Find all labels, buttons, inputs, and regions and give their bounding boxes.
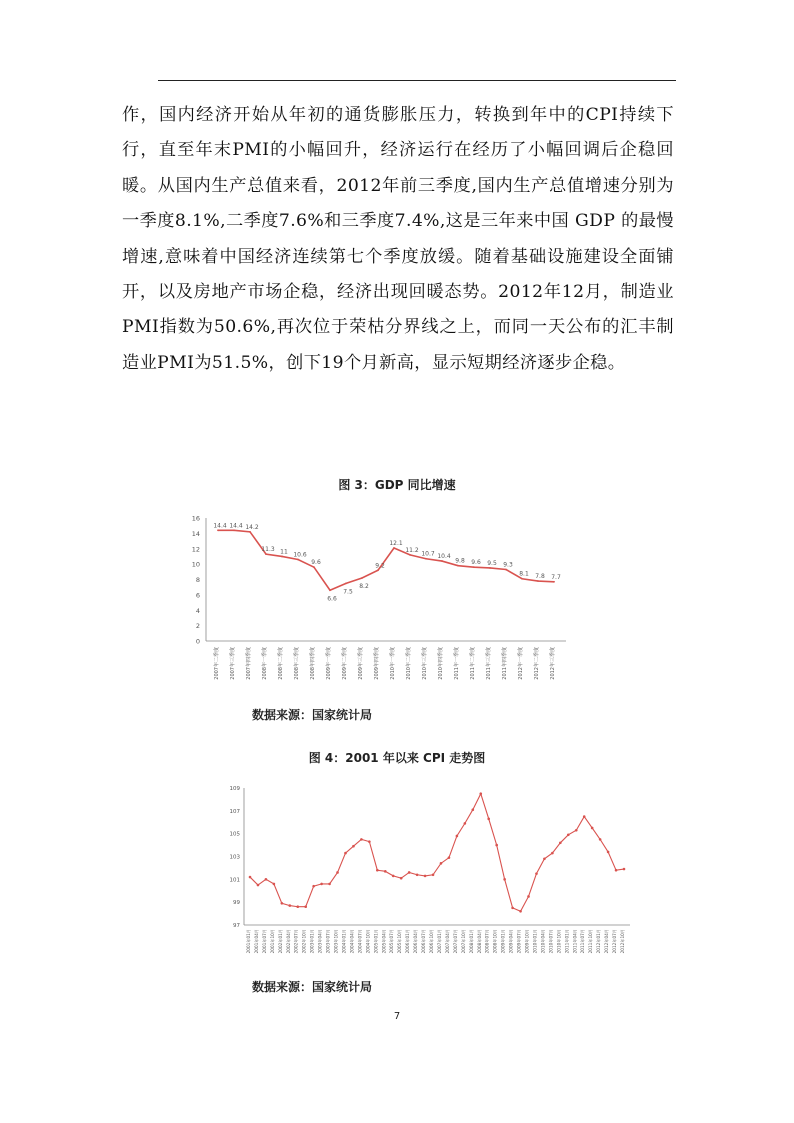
gdp-x-tick-label: 2007年四季度: [246, 647, 252, 680]
cpi-data-point: [432, 873, 435, 876]
gdp-data-point: [361, 577, 363, 579]
gdp-x-tick-label: 2010年二季度: [406, 647, 412, 680]
gdp-data-label: 9.3: [503, 561, 513, 569]
gdp-data-point: [473, 566, 475, 568]
cpi-data-point: [336, 871, 339, 874]
cpi-data-point: [519, 910, 522, 913]
cpi-x-tick-label: 2002年01月: [277, 929, 283, 954]
cpi-data-point: [416, 873, 419, 876]
cpi-data-point: [296, 905, 299, 908]
cpi-data-point: [249, 876, 252, 879]
cpi-data-point: [408, 871, 411, 874]
cpi-x-tick-label: 2007年10月: [460, 929, 466, 954]
gdp-x-tick-label: 2012年二季度: [534, 647, 540, 680]
gdp-y-tick-label: 6: [195, 591, 200, 600]
cpi-x-tick-label: 2009年07月: [516, 929, 522, 954]
gdp-x-tick-label: 2009年一季度: [326, 647, 332, 680]
gdp-data-label: 7.8: [535, 573, 545, 581]
figure-4-caption: 图 4：2001 年以来 CPI 走势图: [308, 751, 486, 765]
cpi-x-tick-label: 2010年04月: [540, 929, 546, 954]
cpi-data-point: [424, 875, 427, 878]
cpi-data-point: [352, 845, 355, 848]
cpi-x-tick-label: 2001年10月: [269, 929, 275, 954]
gdp-x-tick-label: 2007年三季度: [230, 647, 236, 680]
gdp-x-tick-label: 2010年三季度: [422, 647, 428, 680]
cpi-y-tick-label: 97: [233, 923, 240, 929]
gdp-x-tick-label: 2008年一季度: [262, 647, 268, 680]
cpi-x-tick-label: 2009年04月: [508, 929, 514, 954]
figure-3-source: 数据来源：国家统计局: [252, 708, 373, 722]
cpi-data-point: [376, 869, 379, 872]
gdp-data-label: 9.6: [471, 559, 481, 567]
gdp-data-point: [265, 553, 267, 555]
cpi-x-tick-label: 2004年04月: [349, 929, 355, 954]
cpi-x-tick-label: 2010年10月: [556, 929, 562, 954]
gdp-series-line: [218, 530, 554, 590]
gdp-data-label: 8.2: [359, 582, 369, 590]
cpi-data-point: [360, 838, 363, 841]
cpi-x-tick-label: 2008年07月: [484, 929, 490, 954]
gdp-data-point: [505, 569, 507, 571]
cpi-data-point: [400, 877, 403, 880]
cpi-x-tick-label: 2003年04月: [317, 929, 323, 954]
gdp-data-point: [217, 529, 219, 531]
cpi-x-tick-label: 2005年01月: [373, 929, 379, 954]
cpi-x-tick-label: 2009年10月: [524, 929, 530, 954]
cpi-x-tick-label: 2003年10月: [333, 929, 339, 954]
cpi-x-tick-label: 2009年01月: [500, 929, 506, 954]
cpi-data-point: [288, 904, 291, 907]
cpi-x-tick-label: 2008年10月: [492, 929, 498, 954]
figure-4-source: 数据来源：国家统计局: [252, 980, 373, 994]
cpi-data-point: [479, 792, 482, 795]
cpi-data-point: [599, 838, 602, 841]
cpi-y-tick-label: 109: [229, 786, 240, 792]
gdp-data-label: 12.1: [389, 539, 403, 547]
cpi-x-tick-label: 2007年04月: [444, 929, 450, 954]
gdp-data-point: [553, 581, 555, 583]
gdp-data-label: 7.7: [551, 573, 561, 581]
gdp-x-tick-label: 2009年四季度: [374, 647, 380, 680]
gdp-data-point: [409, 554, 411, 556]
cpi-x-tick-label: 2002年07月: [293, 929, 299, 954]
gdp-x-tick-label: 2008年二季度: [278, 647, 284, 680]
cpi-data-point: [567, 834, 570, 837]
cpi-y-tick-label: 107: [229, 808, 240, 815]
gdp-data-label: 8.1: [519, 570, 529, 578]
cpi-x-tick-label: 2006年10月: [429, 929, 435, 954]
cpi-data-point: [265, 878, 268, 881]
cpi-x-tick-label: 2012年04月: [604, 929, 610, 954]
cpi-data-point: [559, 842, 562, 845]
cpi-data-point: [495, 844, 498, 847]
cpi-data-point: [575, 829, 578, 832]
cpi-y-tick-label: 103: [229, 854, 240, 861]
gdp-data-label: 7.5: [343, 588, 353, 596]
cpi-x-tick-label: 2006年07月: [421, 929, 427, 954]
cpi-y-tick-label: 105: [229, 831, 240, 838]
gdp-data-label: 10.4: [437, 553, 451, 561]
cpi-data-point: [591, 827, 594, 830]
gdp-x-tick-label: 2008年三季度: [294, 647, 300, 680]
gdp-data-label: 9.6: [311, 559, 321, 567]
cpi-data-point: [527, 895, 530, 898]
cpi-x-tick-label: 2008年04月: [476, 929, 482, 954]
cpi-data-point: [464, 822, 467, 825]
cpi-data-point: [472, 808, 475, 811]
cpi-x-tick-label: 2003年07月: [325, 929, 331, 954]
cpi-data-point: [368, 840, 371, 843]
gdp-x-tick-label: 2009年三季度: [358, 647, 364, 680]
cpi-x-tick-label: 2005年10月: [397, 929, 403, 954]
cpi-x-tick-label: 2004年10月: [365, 929, 371, 954]
cpi-data-point: [328, 883, 331, 886]
gdp-data-point: [345, 582, 347, 584]
cpi-x-tick-label: 2010年01月: [532, 929, 538, 954]
cpi-data-point: [448, 856, 451, 859]
gdp-data-point: [393, 547, 395, 549]
cpi-x-tick-label: 2006年04月: [413, 929, 419, 954]
gdp-x-tick-label: 2007年二季度: [214, 647, 220, 680]
cpi-x-tick-label: 2007年07月: [452, 929, 458, 954]
gdp-data-point: [281, 556, 283, 558]
cpi-x-tick-label: 2002年10月: [301, 929, 307, 954]
cpi-y-tick-label: 101: [229, 877, 240, 884]
cpi-data-point: [615, 869, 618, 872]
cpi-data-point: [487, 818, 490, 821]
gdp-data-label: 14.2: [245, 523, 259, 531]
cpi-data-point: [551, 852, 554, 855]
gdp-data-point: [489, 567, 491, 569]
cpi-x-tick-label: 2001年07月: [261, 929, 267, 954]
cpi-data-point: [535, 872, 538, 875]
cpi-series-line: [250, 794, 624, 912]
gdp-y-tick-label: 4: [195, 606, 200, 615]
gdp-data-point: [425, 558, 427, 560]
body-paragraph: 作，国内经济开始从年初的通货膨胀压力，转换到年中的CPI持续下行，直至年末PMI的小幅回升，经济运行在经历了小幅回调后企稳回暖。从国内生产总值来看，2012年前三季度,国内生产总值增速分别为一季度8.1%,二季度7.6%和三季度7.4%,这是三年来中国 GDP 的最慢增速,意味着中国经济连续第七个季度放缓。随着基础设施建设全面铺开，以及房地产市场企稳，经济出现回暖态势。2012年12月，制造业PMI指数为50.6%,再次位于荣枯分界线之上，而同一天公布的汇丰制造业PMI为51.5%，创下19个月新高，显示短期经济逐步企稳。: [122, 105, 674, 373]
cpi-x-tick-label: 2004年07月: [357, 929, 363, 954]
cpi-x-tick-label: 2012年07月: [612, 929, 618, 954]
cpi-x-tick-label: 2003年01月: [309, 929, 315, 954]
cpi-data-point: [456, 835, 459, 838]
cpi-x-tick-label: 2001年01月: [246, 929, 251, 954]
gdp-x-tick-label: 2010年一季度: [390, 647, 396, 680]
gdp-data-point: [297, 559, 299, 561]
gdp-x-tick-label: 2010年四季度: [438, 647, 444, 680]
cpi-x-tick-label: 2011年10月: [588, 929, 594, 954]
gdp-data-label: 9.8: [455, 557, 465, 565]
gdp-data-point: [441, 560, 443, 562]
gdp-data-point: [313, 566, 315, 568]
cpi-data-point: [344, 852, 347, 855]
cpi-x-tick-label: 2001年04月: [253, 929, 259, 954]
cpi-x-tick-label: 2004年01月: [341, 929, 347, 954]
cpi-data-point: [304, 905, 307, 908]
gdp-data-point: [329, 589, 331, 591]
header-rule: [158, 80, 676, 81]
cpi-x-tick-label: 2007年01月: [436, 929, 442, 954]
gdp-y-tick-label: 8: [195, 576, 200, 584]
gdp-x-tick-label: 2012年三季度: [550, 647, 556, 680]
cpi-x-tick-label: 2011年01月: [564, 929, 570, 954]
cpi-data-point: [281, 902, 284, 905]
gdp-data-label: 11.2: [405, 546, 419, 554]
cpi-data-point: [440, 862, 443, 865]
cpi-data-point: [623, 868, 626, 871]
gdp-y-tick-label: 12: [191, 545, 200, 554]
cpi-data-point: [384, 870, 387, 873]
cpi-y-tick-label: 99: [233, 900, 240, 907]
gdp-x-tick-label: 2012年一季度: [518, 647, 524, 680]
cpi-data-point: [511, 907, 514, 910]
cpi-data-point: [312, 885, 315, 888]
gdp-data-point: [537, 580, 539, 582]
gdp-data-point: [457, 565, 459, 567]
gdp-data-label: 10.7: [421, 550, 435, 558]
cpi-data-point: [273, 883, 276, 886]
gdp-x-tick-label: 2011年三季度: [486, 647, 492, 680]
cpi-x-tick-label: 2006年01月: [405, 929, 411, 954]
gdp-y-tick-label: 2: [195, 622, 200, 631]
page-number: 7: [393, 1011, 401, 1022]
gdp-x-tick-label: 2011年四季度: [502, 647, 508, 680]
gdp-data-label: 11: [280, 548, 288, 556]
gdp-data-label: 9.2: [375, 562, 385, 570]
gdp-y-tick-label: 14: [191, 529, 200, 538]
gdp-data-point: [249, 531, 251, 533]
figure-3-caption: 图 3：GDP 同比增速: [338, 478, 456, 492]
cpi-x-tick-label: 2005年04月: [381, 929, 387, 954]
cpi-data-point: [257, 884, 260, 887]
cpi-x-tick-label: 2010年07月: [548, 929, 554, 954]
cpi-x-tick-label: 2011年04月: [572, 929, 578, 954]
gdp-x-tick-label: 2011年一季度: [454, 647, 460, 680]
gdp-data-label: 10.6: [293, 551, 307, 559]
gdp-y-tick-label: 16: [191, 514, 200, 523]
cpi-x-tick-label: 2005年07月: [389, 929, 395, 954]
cpi-data-point: [392, 875, 395, 878]
gdp-data-point: [377, 569, 379, 571]
cpi-x-tick-label: 2008年01月: [468, 929, 474, 954]
cpi-data-point: [320, 883, 323, 886]
gdp-data-label: 6.6: [327, 595, 337, 603]
gdp-y-tick-label: 0: [195, 637, 200, 646]
gdp-data-point: [521, 578, 523, 580]
cpi-data-point: [543, 857, 546, 860]
cpi-data-point: [607, 851, 610, 854]
cpi-data-point: [503, 878, 506, 881]
cpi-x-tick-label: 2011年07月: [580, 929, 586, 954]
gdp-x-tick-label: 2008年四季度: [310, 647, 316, 680]
gdp-data-label: 9.5: [487, 559, 497, 567]
cpi-x-tick-label: 2012年10月: [620, 929, 625, 954]
gdp-data-label: 14.4: [213, 522, 227, 530]
gdp-y-tick-label: 10: [191, 560, 200, 569]
gdp-data-label: 14.4: [229, 522, 243, 530]
gdp-data-point: [233, 529, 235, 531]
gdp-x-tick-label: 2009年二季度: [342, 647, 348, 680]
gdp-x-tick-label: 2011年二季度: [470, 647, 476, 680]
gdp-data-label: 11.3: [261, 546, 275, 554]
cpi-data-point: [583, 815, 586, 818]
cpi-x-tick-label: 2012年01月: [596, 929, 602, 954]
cpi-x-tick-label: 2002年04月: [285, 929, 291, 954]
